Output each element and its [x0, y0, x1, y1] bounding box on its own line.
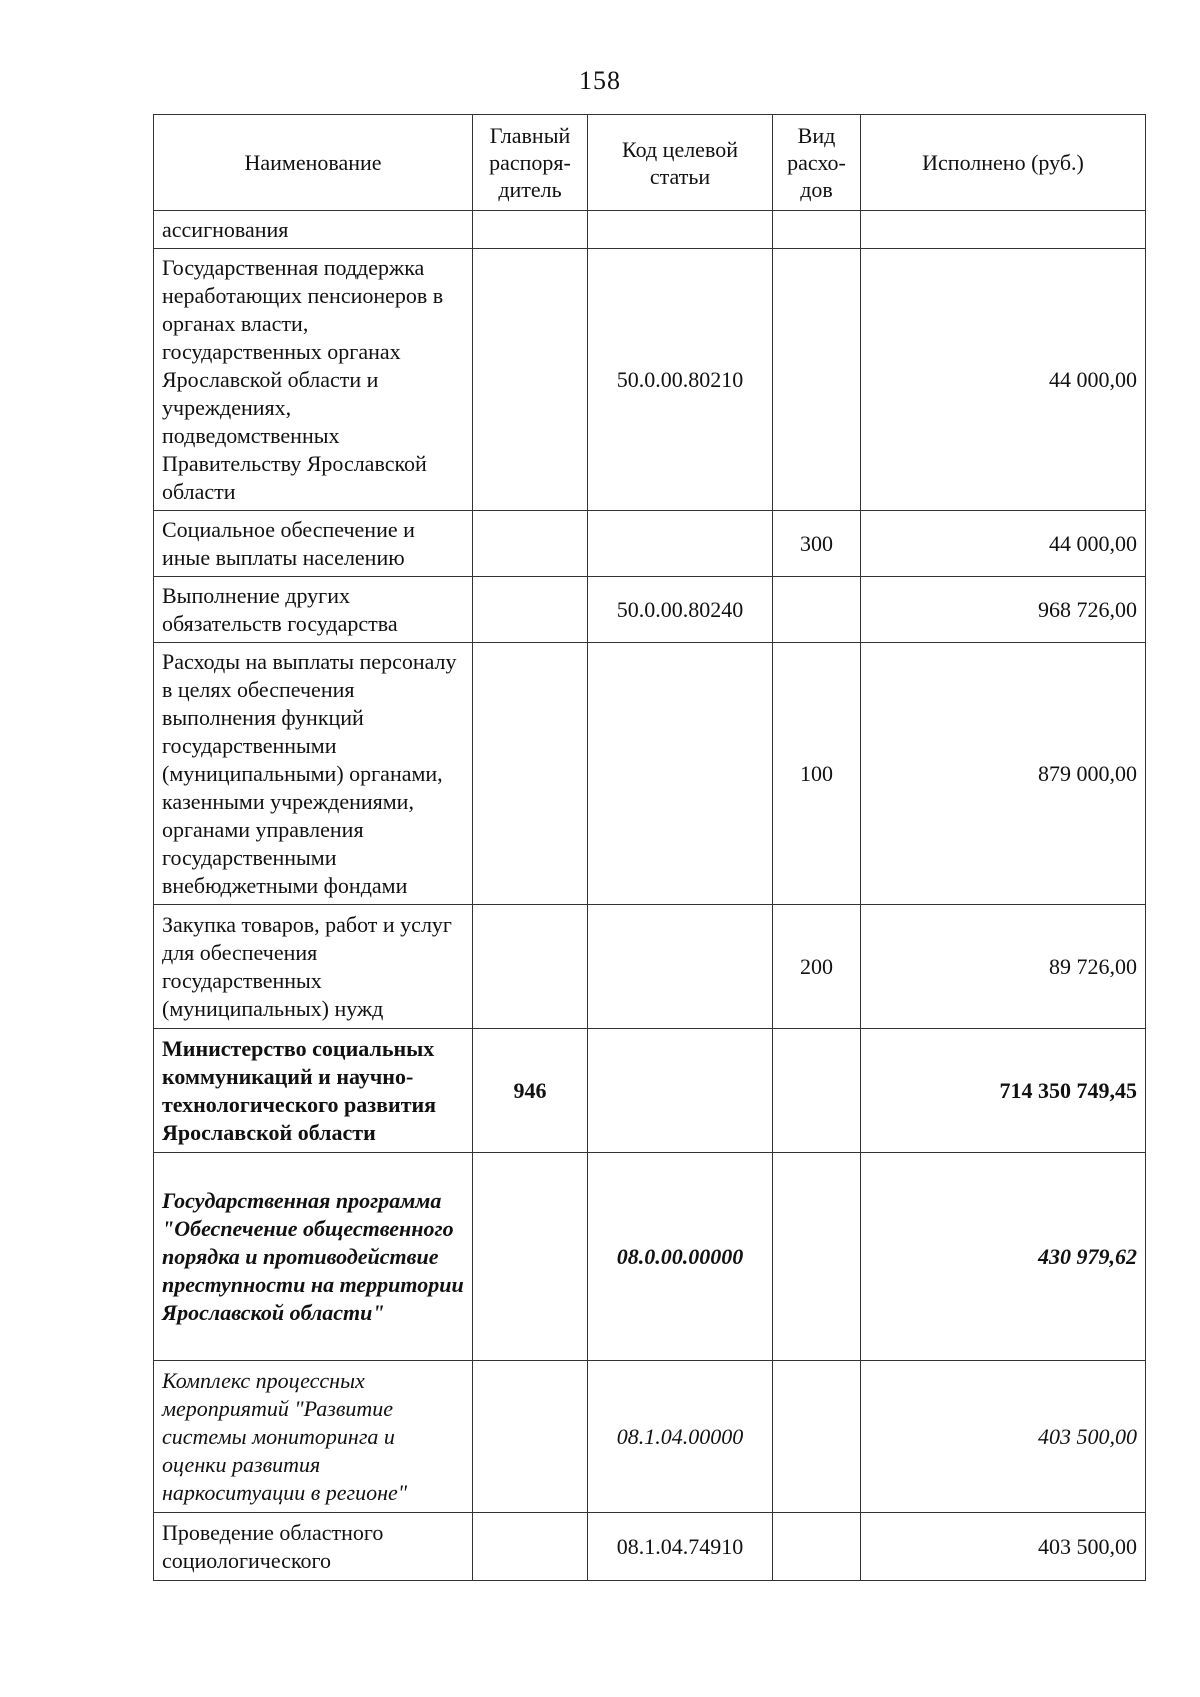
row-target-code: 50.0.00.80210 [588, 249, 773, 511]
row-manager [473, 511, 588, 577]
row-manager [473, 643, 588, 905]
row-name: Министерство социальных коммуникаций и научно-технологического развития Ярославской области [154, 1029, 473, 1153]
row-amount [861, 211, 1146, 249]
table-row [154, 1513, 1146, 1581]
row-expense-type [773, 1361, 861, 1513]
row-expense-type: 200 [773, 905, 861, 1029]
row-target-code: 08.1.04.74910 [588, 1513, 773, 1581]
row-expense-type: 100 [773, 643, 861, 905]
row-target-code [588, 905, 773, 1029]
table-row [154, 643, 1146, 905]
table-row [154, 511, 1146, 577]
row-expense-type [773, 249, 861, 511]
row-target-code [588, 511, 773, 577]
header-manager: Главный распоря-дитель [473, 115, 588, 211]
table-row [154, 1361, 1146, 1513]
table-header-row [154, 115, 1146, 211]
row-expense-type: 300 [773, 511, 861, 577]
row-name: Социальное обеспечение и иные выплаты населению [154, 511, 473, 577]
row-target-code: 08.0.00.00000 [588, 1153, 773, 1361]
row-expense-type [773, 1153, 861, 1361]
table-row [154, 1029, 1146, 1153]
row-amount: 430 979,62 [861, 1153, 1146, 1361]
row-manager [473, 1513, 588, 1581]
row-manager [473, 1153, 588, 1361]
row-manager: 946 [473, 1029, 588, 1153]
table-row [154, 211, 1146, 249]
row-name: Выполнение других обязательств государства [154, 577, 473, 643]
row-amount: 968 726,00 [861, 577, 1146, 643]
header-expense-type: Вид расхо-дов [773, 115, 861, 211]
row-target-code [588, 211, 773, 249]
row-expense-type [773, 211, 861, 249]
table-row [154, 577, 1146, 643]
row-amount: 714 350 749,45 [861, 1029, 1146, 1153]
row-expense-type [773, 1513, 861, 1581]
header-name: Наименование [154, 115, 473, 211]
row-target-code: 50.0.00.80240 [588, 577, 773, 643]
row-manager [473, 577, 588, 643]
row-manager [473, 249, 588, 511]
page-number: 158 [579, 66, 621, 95]
table-row [154, 905, 1146, 1029]
row-name: Комплекс процессных мероприятий "Развитие системы мониторинга и оценки развития наркоситуации в регионе" [154, 1361, 473, 1513]
header-executed: Исполнено (руб.) [861, 115, 1146, 211]
row-manager [473, 1361, 588, 1513]
row-expense-type [773, 1029, 861, 1153]
row-amount: 879 000,00 [861, 643, 1146, 905]
row-manager [473, 905, 588, 1029]
row-manager [473, 211, 588, 249]
row-target-code [588, 1029, 773, 1153]
row-target-code: 08.1.04.00000 [588, 1361, 773, 1513]
row-name: Государственная поддержка неработающих пенсионеров в органах власти, государственных органах Ярославской области и учреждениях, подведомственных Правительству Ярославской области [154, 249, 473, 511]
table-row [154, 249, 1146, 511]
row-name: Проведение областного социологического [154, 1513, 473, 1581]
row-amount: 403 500,00 [861, 1513, 1146, 1581]
row-amount: 44 000,00 [861, 249, 1146, 511]
row-name: Расходы на выплаты персоналу в целях обеспечения выполнения функций государственными (муниципальными) органами, казенными учреждениями, органами управления государственными внебюджетными фондами [154, 643, 473, 905]
budget-execution-table [153, 114, 1146, 1581]
row-amount: 403 500,00 [861, 1361, 1146, 1513]
table-row [154, 1153, 1146, 1361]
row-name: ассигнования [154, 211, 473, 249]
row-amount: 89 726,00 [861, 905, 1146, 1029]
row-expense-type [773, 577, 861, 643]
row-name: Закупка товаров, работ и услуг для обеспечения государственных (муниципальных) нужд [154, 905, 473, 1029]
header-target-code: Код целевой статьи [588, 115, 773, 211]
row-target-code [588, 643, 773, 905]
row-name: Государственная программа "Обеспечение общественного порядка и противодействие преступности на территории Ярославской области" [154, 1153, 473, 1361]
row-amount: 44 000,00 [861, 511, 1146, 577]
